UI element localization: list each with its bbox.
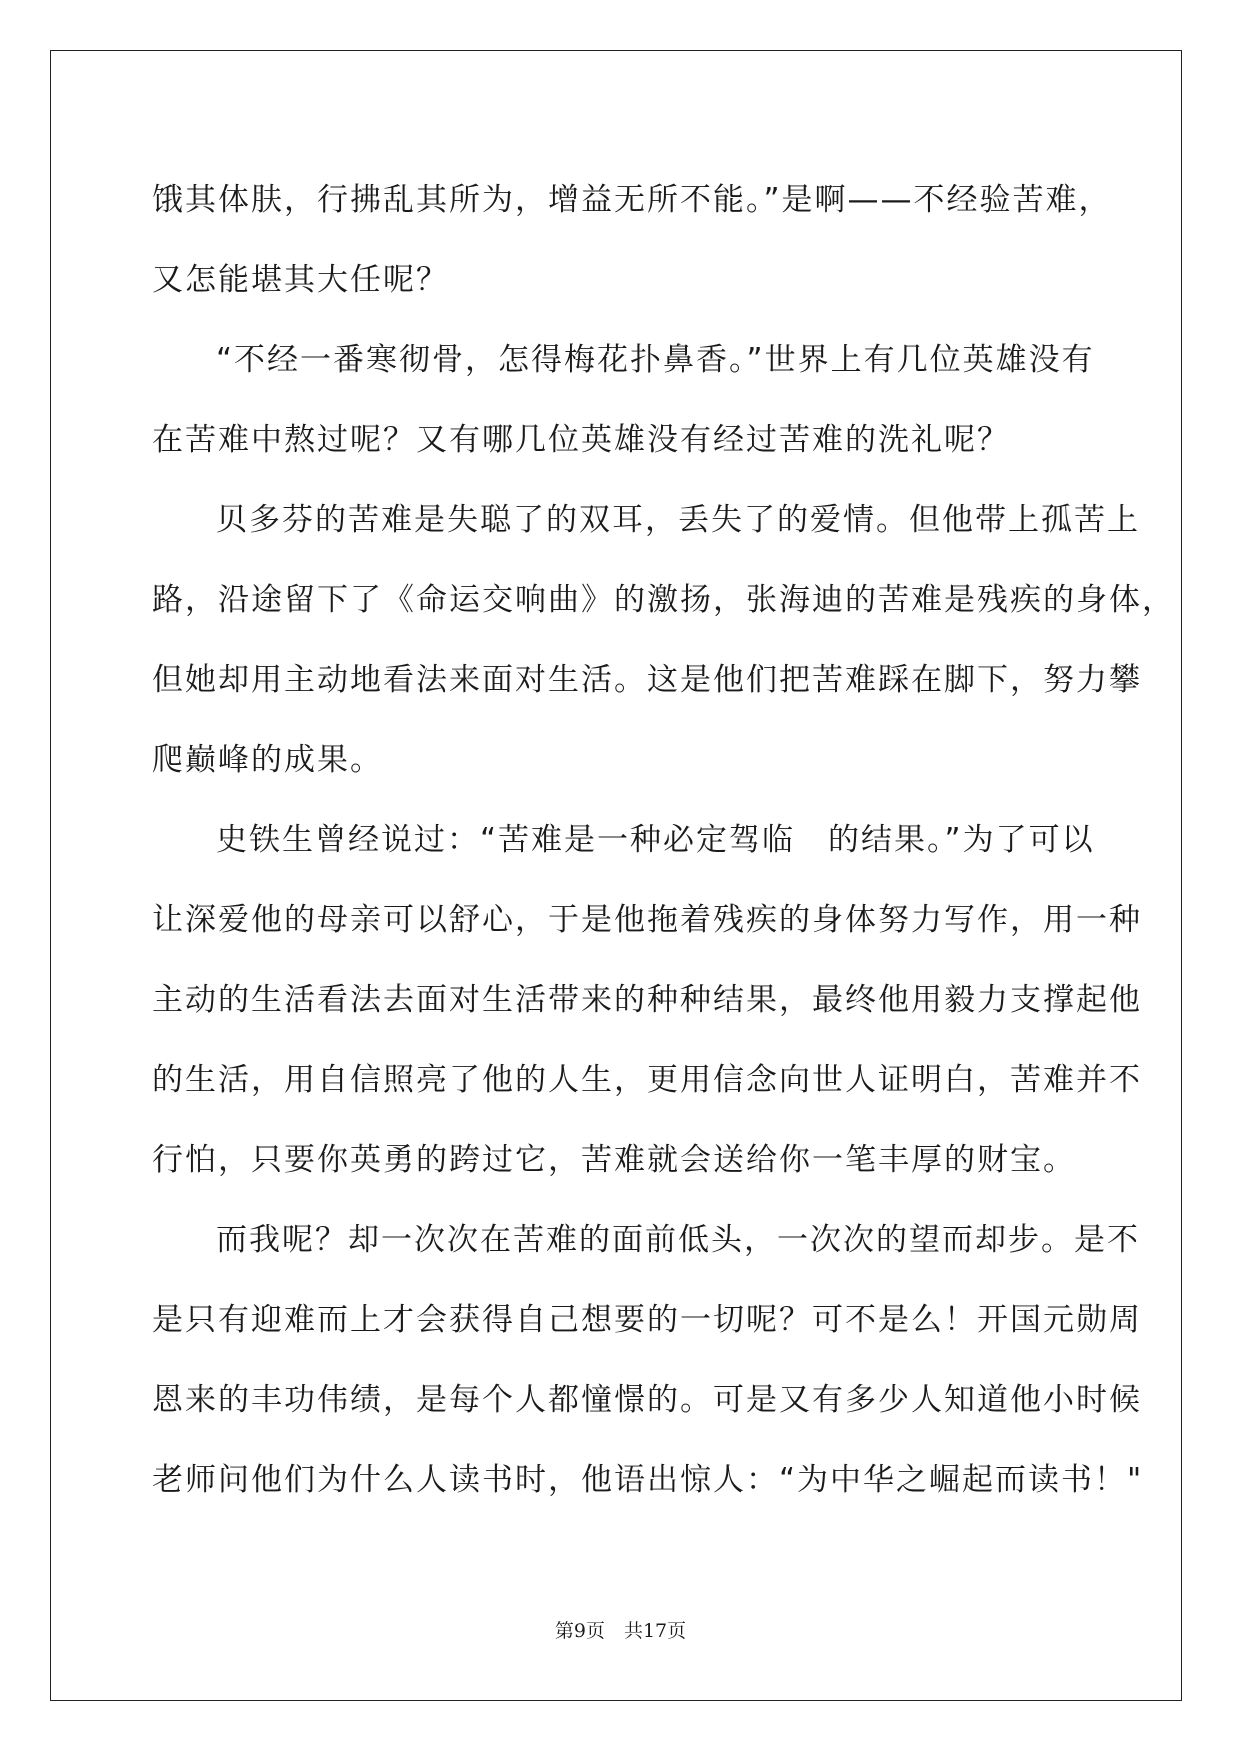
text-line: 而我呢？却一次次在苦难的面前低头，一次次的望而却步。是不 (216, 1222, 1140, 1258)
text-line: 但她却用主动地看法来面对生活。这是他们把苦难踩在脚下，努力攀 (152, 662, 1142, 698)
text-line: 恩来的丰功伟绩，是每个人都憧憬的。可是又有多少人知道他小时候 (152, 1382, 1142, 1418)
text-line: 的生活，用自信照亮了他的人生，更用信念向世人证明白，苦难并不 (152, 1062, 1142, 1098)
text-line: 是只有迎难而上才会获得自己想要的一切呢？可不是么！开国元勋周 (152, 1302, 1142, 1338)
text-line: 老师问他们为什么人读书时，他语出惊人：“为中华之崛起而读书！" (152, 1462, 1144, 1498)
document-body (152, 160, 1175, 1520)
text-line: 爬巅峰的成果。 (152, 742, 383, 778)
text-line: 主动的生活看法去面对生活带来的种种结果，最终他用毅力支撑起他 (152, 982, 1142, 1018)
text-line: 行怕，只要你英勇的跨过它，苦难就会送给你一笔丰厚的财宝。 (152, 1142, 1076, 1178)
text-line: 饿其体肤，行拂乱其所为，增益无所不能。”是啊——不经验苦难， (152, 182, 1112, 218)
text-line: 又怎能堪其大任呢？ (152, 262, 449, 298)
text-line: 路，沿途留下了《命运交响曲》的激扬，张海迪的苦难是残疾的身体， (152, 582, 1175, 618)
text-line: 贝多芬的苦难是失聪了的双耳，丢失了的爱情。但他带上孤苦上 (216, 502, 1140, 538)
text-line: “不经一番寒彻骨，怎得梅花扑鼻香。”世界上有几位英雄没有 (216, 342, 1095, 378)
text-line: 在苦难中熬过呢？又有哪几位英雄没有经过苦难的洗礼呢？ (152, 422, 1010, 458)
page-number-footer: 第9页 共17页 (554, 1620, 687, 1642)
text-line: 史铁生曾经说过：“苦难是一种必定驾临 的结果。”为了可以 (216, 822, 1095, 858)
text-line: 让深爱他的母亲可以舒心，于是他拖着残疾的身体努力写作，用一种 (152, 902, 1142, 938)
